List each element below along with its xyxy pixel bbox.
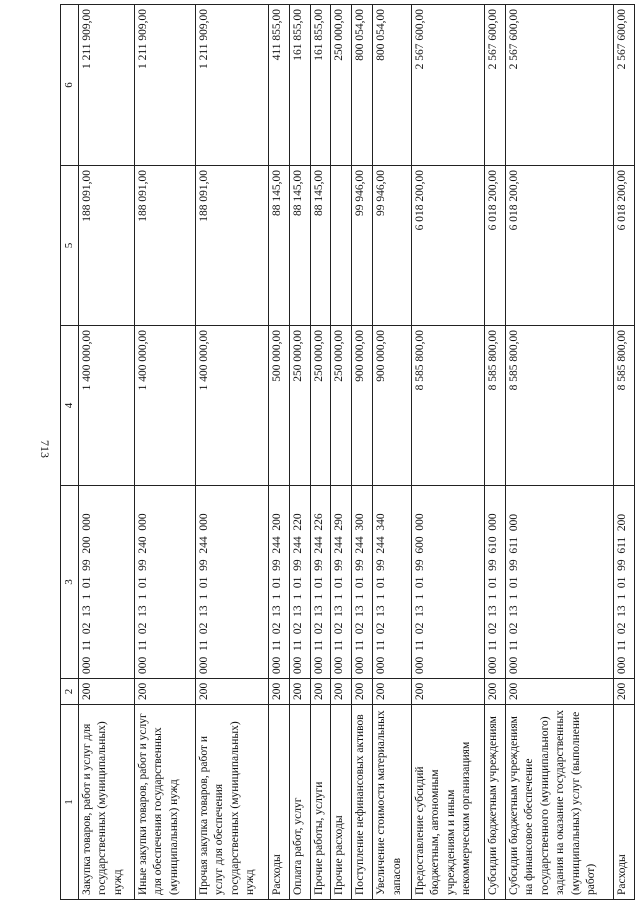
row-value-col5: 88 145,00 [289, 166, 310, 326]
row-value-col5: 6 018 200,00 [614, 166, 635, 326]
row-value-col6: 1 211 909,00 [195, 5, 268, 166]
table-row [411, 5, 484, 900]
row-budget-code: 000 11 02 13 1 01 99 611 000 [505, 486, 613, 679]
row-value-col4: 1 400 000,00 [78, 326, 134, 486]
row-value-col6: 2 567 600,00 [505, 5, 613, 166]
row-budget-code: 000 11 02 13 1 01 99 244 300 [352, 486, 373, 679]
row-value-col6: 250 000,00 [331, 5, 352, 166]
table-row [331, 5, 352, 900]
row-description: Поступление нефинансовых активов [352, 705, 373, 900]
row-ins-code: 200 [373, 679, 411, 705]
row-ins-code: 200 [78, 679, 134, 705]
row-budget-code: 000 11 02 13 1 01 99 610 000 [484, 486, 505, 679]
row-value-col5: 88 145,00 [268, 166, 289, 326]
row-budget-code: 000 11 02 13 1 01 99 244 000 [195, 486, 268, 679]
row-value-col4: 1 400 000,00 [195, 326, 268, 486]
row-value-col5: 88 145,00 [310, 166, 331, 326]
table-row [78, 5, 134, 900]
row-value-col5: 6 018 200,00 [505, 166, 613, 326]
row-budget-code: 000 11 02 13 1 01 99 244 226 [310, 486, 331, 679]
row-budget-code: 000 11 02 13 1 01 99 244 340 [373, 486, 411, 679]
row-description: Субсидии бюджетным учреждениям [484, 705, 505, 900]
row-ins-code: 200 [289, 679, 310, 705]
row-description: Расходы [268, 705, 289, 900]
row-value-col6: 800 054,00 [373, 5, 411, 166]
row-value-col4: 250 000,00 [310, 326, 331, 486]
row-description: Прочая закупка товаров, работ и услуг для обеспечения государственных (муниципальных) нужд [195, 705, 268, 900]
row-value-col5 [331, 166, 352, 326]
row-value-col6: 2 567 600,00 [411, 5, 484, 166]
row-value-col6: 2 567 600,00 [614, 5, 635, 166]
row-value-col4: 900 000,00 [352, 326, 373, 486]
table-row [289, 5, 310, 900]
row-ins-code: 200 [352, 679, 373, 705]
row-description: Оплата работ, услуг [289, 705, 310, 900]
column-header-3: 3 [61, 486, 79, 679]
row-value-col6: 1 211 909,00 [78, 5, 134, 166]
row-description: Субсидии бюджетным учреждениям на финансовое обеспечение государственного (муниципального) задания на оказание государственных (муниципальных) услуг (выполнение работ) [505, 705, 613, 900]
row-value-col5: 99 946,00 [352, 166, 373, 326]
column-header-1: 1 [61, 705, 79, 900]
column-header-2: 2 [61, 679, 79, 705]
row-ins-code: 200 [331, 679, 352, 705]
page-number-area [28, 0, 52, 905]
table-row [505, 5, 613, 900]
table-row [134, 5, 195, 900]
row-description: Закупка товаров, работ и услуг для государственных (муниципальных) нужд [78, 705, 134, 900]
row-budget-code: 000 11 02 13 1 01 99 244 220 [289, 486, 310, 679]
row-value-col4: 500 000,00 [268, 326, 289, 486]
row-value-col4: 8 585 800,00 [505, 326, 613, 486]
row-value-col5: 188 091,00 [134, 166, 195, 326]
row-value-col4: 8 585 800,00 [614, 326, 635, 486]
table-row [614, 5, 635, 900]
budget-table-sheet [60, 5, 635, 900]
table-row [195, 5, 268, 900]
row-value-col5: 99 946,00 [373, 166, 411, 326]
row-ins-code: 200 [134, 679, 195, 705]
table-row [373, 5, 411, 900]
row-budget-code: 000 11 02 13 1 01 99 600 000 [411, 486, 484, 679]
row-budget-code: 000 11 02 13 1 01 99 244 200 [268, 486, 289, 679]
table-body [78, 5, 634, 900]
row-budget-code: 000 11 02 13 1 01 99 240 000 [134, 486, 195, 679]
row-ins-code: 200 [505, 679, 613, 705]
column-header-4: 4 [61, 326, 79, 486]
row-value-col4: 8 585 800,00 [411, 326, 484, 486]
row-budget-code: 000 11 02 13 1 01 99 611 200 [614, 486, 635, 679]
row-budget-code: 000 11 02 13 1 01 99 244 290 [331, 486, 352, 679]
table-row [310, 5, 331, 900]
row-ins-code: 200 [310, 679, 331, 705]
row-value-col4: 900 000,00 [373, 326, 411, 486]
row-description: Прочие работы, услуги [310, 705, 331, 900]
row-value-col6: 161 855,00 [289, 5, 310, 166]
row-value-col5: 188 091,00 [195, 166, 268, 326]
row-description: Расходы [614, 705, 635, 900]
table-row [484, 5, 505, 900]
row-value-col4: 250 000,00 [289, 326, 310, 486]
row-description: Иные закупки товаров, работ и услуг для обеспечения государственных (муниципальных) нужд [134, 705, 195, 900]
table-row [352, 5, 373, 900]
row-ins-code: 200 [484, 679, 505, 705]
row-value-col4: 250 000,00 [331, 326, 352, 486]
row-value-col6: 1 211 909,00 [134, 5, 195, 166]
row-value-col6: 411 855,00 [268, 5, 289, 166]
row-value-col6: 800 054,00 [352, 5, 373, 166]
row-description: Предоставление субсидий бюджетным, автономным учреждениям и иным некоммерческим организациям [411, 705, 484, 900]
page-number: 713 [38, 440, 52, 458]
row-budget-code: 000 11 02 13 1 01 99 200 000 [78, 486, 134, 679]
column-header-5: 5 [61, 166, 79, 326]
row-value-col5: 188 091,00 [78, 166, 134, 326]
budget-table [60, 4, 635, 900]
row-description: Увеличение стоимости материальных запасов [373, 705, 411, 900]
row-value-col5: 6 018 200,00 [484, 166, 505, 326]
row-ins-code: 200 [195, 679, 268, 705]
row-value-col4: 1 400 000,00 [134, 326, 195, 486]
row-description: Прочие расходы [331, 705, 352, 900]
row-ins-code: 200 [268, 679, 289, 705]
row-value-col6: 2 567 600,00 [484, 5, 505, 166]
row-value-col4: 8 585 800,00 [484, 326, 505, 486]
header-row [61, 5, 79, 900]
table-row [268, 5, 289, 900]
row-value-col6: 161 855,00 [310, 5, 331, 166]
row-value-col5: 6 018 200,00 [411, 166, 484, 326]
column-header-6: 6 [61, 5, 79, 166]
row-ins-code: 200 [614, 679, 635, 705]
row-ins-code: 200 [411, 679, 484, 705]
